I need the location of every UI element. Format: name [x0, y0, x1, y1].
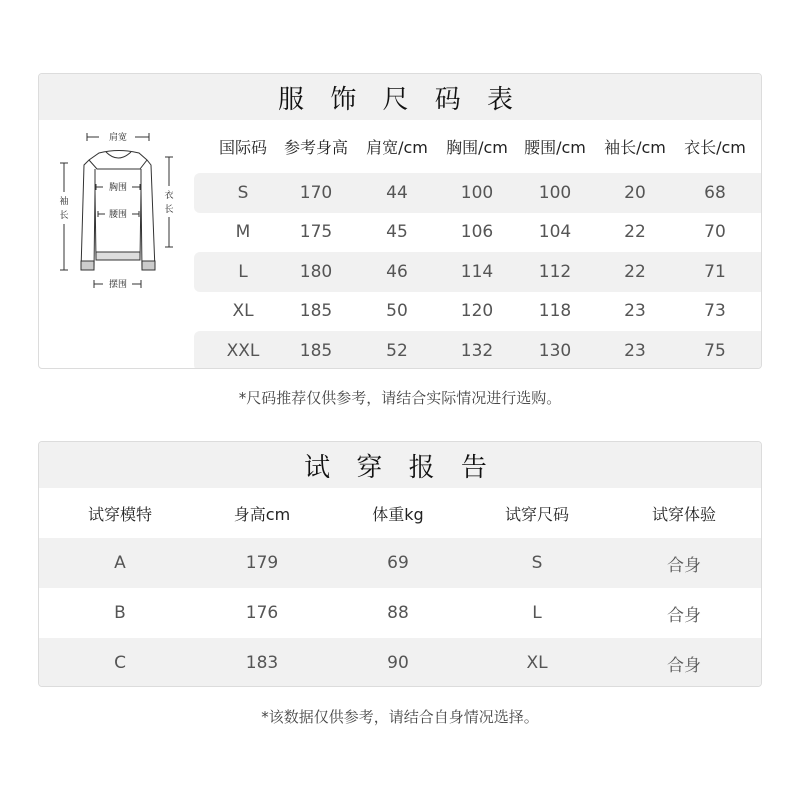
length-cell: 70 [704, 222, 726, 243]
size-cell: S [237, 182, 249, 203]
size-row-xl [194, 292, 761, 332]
fit-table-header [39, 488, 761, 538]
col-header-length: 衣长/cm [684, 137, 746, 157]
fit-report-header [39, 442, 761, 488]
size-cell: XL [232, 301, 254, 322]
chest-cell: 114 [460, 261, 494, 282]
sleeve-cell: 22 [624, 261, 646, 282]
sleeve-label-2: 长 [59, 211, 69, 221]
col-header-height: 身高cm [233, 504, 291, 524]
size-table [194, 120, 761, 368]
weight-cell: 69 [387, 553, 409, 573]
weight-cell: 90 [387, 653, 409, 673]
fit-row-c [39, 638, 761, 687]
shoulder-cell: 52 [386, 340, 408, 361]
sleeve-cell: 23 [624, 301, 646, 322]
col-header-size: 国际码 [218, 137, 268, 157]
waist-cell: 112 [538, 261, 572, 282]
col-header-size: 试穿尺码 [504, 504, 570, 524]
experience-cell: 合身 [667, 655, 701, 676]
sleeve-cell: 23 [624, 340, 646, 361]
waist-label: 腰围 [108, 210, 128, 220]
height-cell: 176 [245, 603, 279, 623]
shoulder-cell: 45 [386, 222, 408, 243]
height-cell: 183 [245, 653, 279, 673]
size-row-m [194, 213, 761, 253]
shoulder-cell: 44 [386, 182, 408, 203]
length-cell: 68 [704, 182, 726, 203]
chest-cell: 120 [460, 301, 494, 322]
waist-cell: 100 [538, 182, 572, 203]
fit-row-a [39, 538, 761, 588]
length-label-2: 长 [164, 205, 174, 215]
model-cell: A [114, 553, 126, 573]
col-header-shoulder: 肩宽/cm [366, 137, 428, 157]
sleeve-cell: 20 [624, 182, 646, 203]
chest-cell: 106 [460, 222, 494, 243]
chest-cell: 100 [460, 182, 494, 203]
length-cell: 71 [704, 261, 726, 282]
size-cell: S [531, 553, 543, 573]
size-row-l [194, 252, 761, 292]
size-cell: XL [526, 653, 548, 673]
height-cell: 185 [299, 340, 333, 361]
height-cell: 170 [299, 182, 333, 203]
length-cell: 75 [704, 340, 726, 361]
sleeve-cell: 22 [624, 222, 646, 243]
size-chart-title: 服 饰 尺 码 表 [277, 84, 523, 115]
shoulder-label: 肩宽 [108, 133, 128, 143]
shoulder-cell: 50 [386, 301, 408, 322]
height-cell: 175 [299, 222, 333, 243]
col-header-waist: 腰围/cm [524, 137, 586, 157]
size-row-s [194, 173, 761, 213]
fit-report-note: *该数据仅供参考，请结合自身情况选择。 [261, 708, 539, 726]
weight-cell: 88 [387, 603, 409, 623]
size-chart-header [39, 74, 761, 120]
experience-cell: 合身 [667, 555, 701, 576]
col-header-experience: 试穿体验 [651, 504, 717, 524]
model-cell: B [114, 603, 126, 623]
fit-row-b [39, 588, 761, 638]
chest-label: 胸围 [108, 183, 128, 193]
fit-report-card [38, 441, 762, 687]
length-cell: 73 [704, 301, 726, 322]
size-cell: M [235, 222, 251, 243]
model-cell: C [114, 653, 126, 673]
col-header-model: 试穿模特 [87, 504, 153, 524]
hem-label: 摆围 [108, 280, 128, 290]
size-row-xxl [194, 331, 761, 369]
size-table-header [194, 126, 761, 166]
size-chart-note: *尺码推荐仅供参考，请结合实际情况进行选购。 [238, 389, 562, 407]
height-cell: 180 [299, 261, 333, 282]
experience-cell: 合身 [667, 605, 701, 626]
col-header-chest: 胸围/cm [446, 137, 508, 157]
size-cell: L [238, 261, 248, 282]
col-header-height: 参考身高 [283, 137, 349, 157]
sleeve-label-1: 袖 [59, 197, 69, 207]
sweater-measurement-diagram-icon [39, 120, 194, 369]
waist-cell: 104 [538, 222, 572, 243]
size-chart-card [38, 73, 762, 369]
height-cell: 179 [245, 553, 279, 573]
size-cell: L [532, 603, 542, 623]
shoulder-cell: 46 [386, 261, 408, 282]
chest-cell: 132 [460, 340, 494, 361]
size-chart-body [39, 120, 761, 368]
height-cell: 185 [299, 301, 333, 322]
size-cell: XXL [226, 340, 260, 361]
waist-cell: 130 [538, 340, 572, 361]
waist-cell: 118 [538, 301, 572, 322]
col-header-sleeve: 袖长/cm [604, 137, 666, 157]
fit-report-title: 试 穿 报 告 [304, 452, 496, 483]
length-label-1: 衣 [164, 191, 174, 201]
col-header-weight: 体重kg [372, 504, 424, 524]
